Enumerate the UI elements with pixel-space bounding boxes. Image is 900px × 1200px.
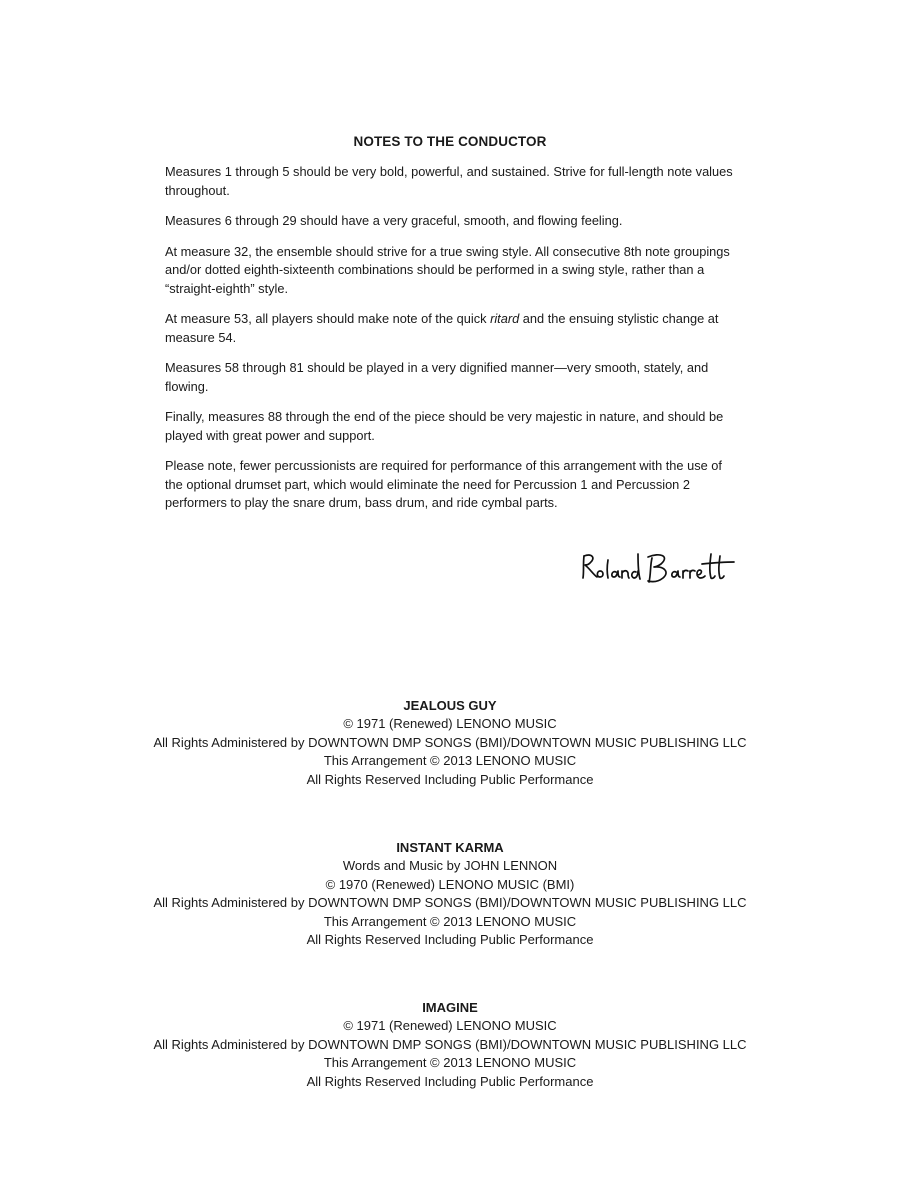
credit-line: This Arrangement © 2013 LENONO MUSIC (323, 913, 577, 929)
ritard-text-before: At measure 53, all players should make note of the quick (165, 311, 491, 326)
credit-line: © 1971 (Renewed) LENONO MUSIC (343, 1018, 557, 1034)
notes-paragraph: At measure 32, the ensemble should strive for a true swing style. All consecutive 8th note groupings and/or dotted eighth-sixteenth combinations should be performed in a swing style, rather than a “straight-eighth” style. (165, 243, 730, 296)
ritard-emphasis: ritard (490, 311, 520, 326)
notes-paragraph-ritard (165, 310, 735, 347)
credit-block-instant-karma (0, 839, 900, 949)
notes-paragraph: Please note, fewer percussionists are required for performance of this arrangement with the use of the optional drumset part, which would eliminate the need for Percussion 1 and Percussion 2 performers to play the snare drum, bass drum, and ride cymbal parts. (165, 458, 722, 510)
notes-paragraph: Finally, measures 88 through the end of the piece should be very majestic in nature, and should be played with great power and support. (165, 409, 724, 443)
notes-paragraph: Measures 58 through 81 should be played in a very dignified manner—very smooth, stately, and flowing. (165, 360, 709, 394)
notes-title: NOTES TO THE CONDUCTOR (353, 134, 547, 149)
credit-line: © 1970 (Renewed) LENONO MUSIC (BMI) (325, 876, 575, 892)
conductor-notes (165, 134, 735, 525)
credit-line: All Rights Reserved Including Public Performance (306, 932, 594, 948)
credit-line: © 1971 (Renewed) LENONO MUSIC (343, 716, 557, 732)
song-title: INSTANT KARMA (396, 840, 504, 855)
handwritten-signature (578, 544, 738, 594)
notes-paragraph: Measures 6 through 29 should have a very graceful, smooth, and flowing feeling. (165, 213, 623, 228)
credit-block-jealous-guy (0, 697, 900, 789)
credit-line: All Rights Administered by DOWNTOWN DMP SONGS (BMI)/DOWNTOWN MUSIC PUBLISHING LLC (153, 1036, 747, 1052)
song-title: JEALOUS GUY (403, 698, 497, 713)
song-title: IMAGINE (422, 1000, 478, 1015)
credit-line: All Rights Administered by DOWNTOWN DMP SONGS (BMI)/DOWNTOWN MUSIC PUBLISHING LLC (153, 734, 747, 750)
credit-line: All Rights Reserved Including Public Performance (306, 1073, 594, 1089)
credit-line: Words and Music by JOHN LENNON (342, 858, 558, 874)
credit-line: All Rights Administered by DOWNTOWN DMP SONGS (BMI)/DOWNTOWN MUSIC PUBLISHING LLC (153, 895, 747, 911)
notes-paragraph: Measures 1 through 5 should be very bold, powerful, and sustained. Strive for full-length note values throughout. (165, 164, 733, 198)
ritard-text-after: and the ensuing stylistic change at measure 54. (165, 311, 719, 345)
credit-line: This Arrangement © 2013 LENONO MUSIC (323, 753, 577, 769)
credit-block-imagine (0, 999, 900, 1091)
credit-line: This Arrangement © 2013 LENONO MUSIC (323, 1055, 577, 1071)
credit-line: All Rights Reserved Including Public Performance (306, 771, 594, 787)
